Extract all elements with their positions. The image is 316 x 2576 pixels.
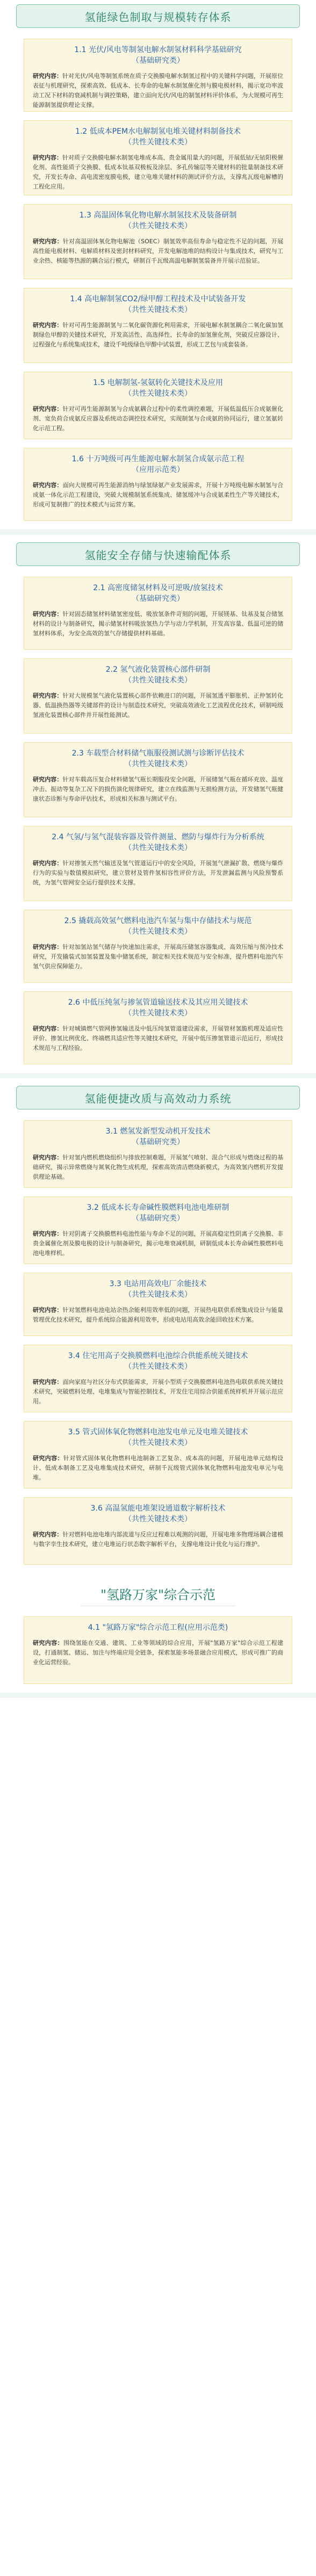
topic-title: 1.6 十万吨级可再生能源电解水制氢合成氨示范工程 （应用示范类） — [71, 455, 245, 474]
topic-card — [24, 658, 292, 734]
topic-title: 3.4 住宅用高子交换膜燃料电池综合供能系统关键技术 （共性关键技术类） — [68, 1352, 248, 1371]
topic-card — [24, 39, 292, 112]
topic-card — [24, 1196, 292, 1264]
section-divider — [0, 1073, 316, 1078]
section-divider — [0, 529, 316, 535]
topic-body: 研究内容：针对氢内燃机燃烧组织与排放控制难题，开展氢气喷射、混合气形成与燃烧过程的基础研究，揭示异常燃烧与氮氧化物生成机理，探索高效清洁燃烧新模式，为高效氢内燃机开发提供理论基础。 — [33, 1154, 284, 1180]
topic-body: 研究内容：面向大规模可再生能源消纳与绿氢绿氨产业发展需求，开展十万吨级电解水制氢与合成氨一体化示范工程建设，突破大规模制氢系统集成、储氢缓冲与合成氨柔性生产等关键技术，形成可复制推广的技术模式与运营方案。 — [33, 482, 284, 508]
topic-card — [24, 372, 292, 439]
topic-title: 2.2 氢气液化装置核心部件研制 （共性关键技术类） — [105, 665, 211, 685]
topic-title: 2.5 撬载高效氢气燃料电池汽车氢与集中存储技术与规范 （共性关键技术类） — [64, 917, 252, 936]
topic-card — [24, 1421, 292, 1489]
topic-body: 研究内容：面向家庭与社区分布式供能需求，开展小型质子交换膜燃料电池热电联供系统关键技术研究，突破燃料处理、电堆集成与智能控制技术，开发住宅用综合供能系统样机并开展示范应用。 — [33, 1378, 284, 1405]
topic-title: 2.6 中低压纯氢与掺氢管道输送技术及其应用关键技术 （共性关键技术类） — [68, 998, 248, 1018]
topic-title: 1.3 高温固体氧化物电解水制氢技术及装备研制 （共性关键技术类） — [79, 211, 237, 230]
section-banner-1: 氢能绿色制取与规模转存体系 — [16, 4, 300, 28]
topic-body: 研究内容：针对城镇燃气管网掺氢输送及中低压纯氢管道建设需求，开展管材氢脆机理及适应性评价、掺氢比例优化、终端燃具适应性等关键技术研究，开展中低压掺氢管道示范运行，形成技术规范与工程经验。 — [33, 1025, 284, 1051]
section-banner-3: 氢能便捷改质与高效动力系统 — [16, 1086, 300, 1109]
section-banner-4: "氢路万家"综合示范 — [100, 1587, 216, 1602]
topic-body: 研究内容：针对高温固体氧化物电解池（SOEC）制氢效率高但寿命与稳定性不足的问题，开展高性能电极材料、电解质材料及密封材料研究，开发电解池堆的结构设计与集成技术，研究与工业余热、核能等热源的耦合运行模式，研制百千瓦级高温电解制氢装备并开展示范验证。 — [33, 238, 284, 264]
topic-card — [24, 1497, 292, 1565]
topic-card — [24, 288, 292, 363]
topic-card — [24, 1273, 292, 1336]
topic-body: 研究内容：针对加氢站氢气储存与快速加注需求，开展高压储氢容器集成、高效压缩与预冷技术研究，开发撬装式加氢装置及集中储氢系统，制定相关技术规范与安全标准，提升燃料电池汽车氢气供应保障能力。 — [33, 944, 284, 970]
topic-body: 研究内容：针对车载高压复合材料储氢气瓶长期服役安全问题，开展储氢气瓶在循环充放、温度冲击、振动等复杂工况下的损伤演化规律研究，建立在线监测与无损检测方法，开发储氢气瓶健康状态诊断与寿命评估技术，形成相关标准与测试平台。 — [33, 776, 284, 802]
topic-body: 研究内容：针对燃料电池电堆内部流道与反应过程难以观测的问题，开展电堆多物理场耦合建模与数字孪生技术研究，建立电堆运行状态数字解析平台，支撑电堆设计优化与运行维护。 — [33, 1531, 284, 1548]
topic-card — [24, 1120, 292, 1188]
topic-body: 研究内容：针对可再生能源制氢与二氧化碳资源化利用需求，开展电解水制氢耦合二氧化碳加氢制绿色甲醇的关键技术研究，开发高活性、高选择性、长寿命的加氢催化剂，突破反应器设计、过程强化与系统集成技术，建设千吨级绿色甲醇中试装置，形成工艺包与成套装备。 — [33, 322, 284, 348]
section-banner-2: 氢能安全存储与快速输配体系 — [16, 542, 300, 566]
topic-title: 1.1 光伏/风电等制氢电解水制氢材料科学基础研究 （基础研究类） — [74, 46, 242, 65]
topic-card — [24, 1345, 292, 1412]
topic-card — [24, 448, 292, 521]
topic-body: 研究内容：针对阴离子交换膜燃料电池性能与寿命不足的问题，开展高稳定性阴离子交换膜、非贵金属催化剂及膜电极的设计与制备研究，揭示电堆衰减机制，研制低成本长寿命碱性膜燃料电池电堆样机。 — [33, 1230, 284, 1257]
topic-title: 2.1 高密度储氢材料及可逆吸/放氢技术 （基础研究类） — [93, 584, 223, 603]
topic-body: 研究内容：针对掺氢天然气输送及氢气管道运行中的安全风险，开展氢气泄漏扩散、燃烧与爆炸行为的实验与数值模拟研究，建立管材及管件氢相容性评价方法，开发泄漏监测与风险预警系统，为氢气管网安全运行提供技术支撑。 — [33, 860, 284, 886]
topic-title: 2.4 气氢/与氢气混装容器及管件测量、燃防与爆炸行为分析系统 （共性关键技术类） — [52, 833, 264, 852]
topic-body: 研究内容：针对质子交换膜电解水制氢电堆成本高、贵金属用量大的问题，开展低铱/无铱阳极催化剂、高性能质子交换膜、低成本钛基双极板及涂层、多孔传输层等关键材料的批量制备技术研究，开发长寿命、高电流密度膜电极，建立电堆关键材料的测试评价方法，支撑兆瓦级电解槽的工程化应用。 — [33, 154, 283, 190]
topic-title: 2.3 车载型合材料储气瓶服役测试测与诊断评估技术 （共性关键技术类） — [71, 749, 245, 768]
page-footer-strip — [0, 1693, 316, 1698]
topic-title: 3.6 高温氢能电堆架设通道数字解析技术 （共性关键技术类） — [90, 1504, 226, 1523]
topic-card — [24, 1616, 292, 1684]
topic-title: 1.2 低成本PEM水电解制氢电堆关键材料制备技术 （共性关键技术类） — [75, 127, 241, 147]
topic-title: 4.1 "氢路万家"综合示范工程(应用示范类) — [88, 1623, 228, 1632]
topic-body: 研究内容：围绕氢能在交通、建筑、工业等领域的综合应用，开展"氢路万家"综合示范工程建设，打通制氢、储运、加注与终端应用全链条，探索氢能多场景融合应用模式，形成可推广的商业化运营经验。 — [33, 1639, 283, 1666]
topic-title: 1.5 电解制氢-氢氨转化关键技术及应用 （共性关键技术类） — [93, 379, 223, 398]
topic-title: 3.5 管式固体氧化物燃料电池发电单元及电堆关键技术 （共性关键技术类） — [68, 1428, 248, 1447]
topic-card — [24, 991, 292, 1064]
topic-body: 研究内容：针对固态储氢材料储氢密度低、吸放氢条件苛刻的问题，开展镁基、钛基及复合储氢材料的设计与制备研究，揭示储氢材料吸放氢热力学与动力学机制，开发高容量、低温可逆的储氢材料体系，为安全高效的氢气存储提供材料基础。 — [33, 611, 284, 637]
topic-body: 研究内容：针对大规模氢气液化装置核心部件依赖进口的问题，开展氢透平膨胀机、正仲氢转化器、低温换热器等关键部件的设计与制造技术研究，突破高效液化工艺流程优化技术，研制吨级氢液化装置核心部件并开展性能测试。 — [33, 692, 284, 719]
topic-title: 1.4 高电解制氢CO2/绿甲醇工程技术及中试装备开发 （共性关键技术类） — [70, 295, 246, 314]
topic-card — [24, 826, 292, 901]
topic-card — [24, 577, 292, 650]
topic-card — [24, 204, 292, 279]
topic-card — [24, 120, 292, 195]
topic-body: 研究内容：针对管式固体氧化物燃料电池制备工艺复杂、成本高的问题，开展电池单元结构设计、低成本制备工艺及电堆集成技术研究，研制千瓦级管式固体氧化物燃料电池发电单元与电堆。 — [33, 1455, 283, 1481]
topic-body: 研究内容：针对可再生能源制氢与合成氨耦合过程中的柔性调控难题，开展低温低压合成氨催化剂、宽负荷合成氨反应器及系统动态调控技术研究，实现制氢与合成氨的协同运行，建立氢氨转化示范工程。 — [33, 405, 284, 432]
topic-body: 研究内容：针对光伏/风电等制氢系统在质子交换膜电解水制氢过程中的关键科学问题，开展原位表征与机理研究，探索高效、低成本、长寿命的电解水制氢催化剂与膜电极材料，揭示宽功率波动工况下材料的衰减机制与调控策略，建立面向光伏/风电的制氢材料评价体系，为大规模可再生能源制氢提供理论支撑。 — [33, 72, 283, 108]
topic-title: 3.3 电站用高效电厂余能技术 （共性关键技术类） — [109, 1280, 207, 1299]
topic-card — [24, 742, 292, 817]
topic-body: 研究内容：针对氢燃料电池电站余热余能利用效率低的问题，开展热电联供系统集成设计与能量管理优化技术研究，提升系统综合能源利用效率，形成电站用高效余能回收技术方案。 — [33, 1307, 284, 1323]
topic-card — [24, 910, 292, 983]
topic-title: 3.2 低成本长寿命碱性膜燃料电池电堆研制 （基础研究类） — [87, 1203, 229, 1223]
topic-title: 3.1 燃氢发新型发动机开发技术 （基础研究类） — [105, 1127, 211, 1146]
